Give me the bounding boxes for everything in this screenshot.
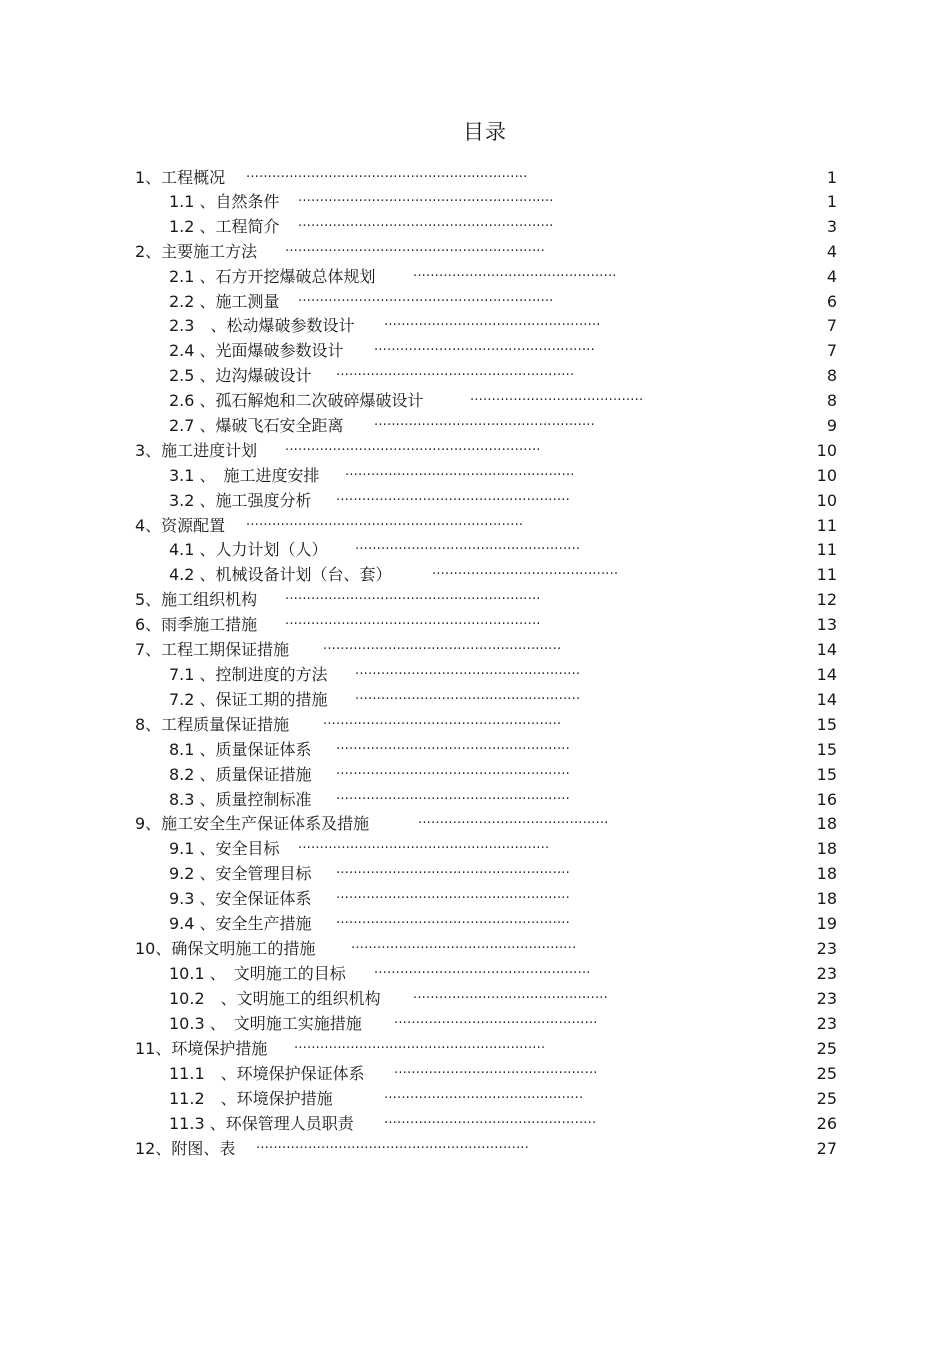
toc-entry-page-number: 12 [816, 590, 837, 609]
toc-entry-page-number: 11 [816, 540, 837, 559]
dot-leader: ........................................................... [285, 613, 541, 628]
dot-leader: ............................................ [418, 812, 609, 827]
dot-leader: ................................................... [374, 414, 595, 429]
toc-entry-page-number: 10 [816, 466, 837, 485]
dot-leader: ................................................. [384, 1112, 597, 1127]
toc-entry-label: 2.7 、爆破飞石安全距离 [169, 416, 344, 435]
toc-entry-label: 6、雨季施工措施 [135, 615, 258, 634]
toc-entry-label: 1、工程概况 [135, 168, 226, 187]
toc-entry-page-number: 18 [816, 889, 837, 908]
dot-leader: ............................................................ [285, 240, 545, 255]
dot-leader: ...................................................... [336, 763, 570, 778]
toc-entry-page-number: 23 [816, 939, 837, 958]
dot-leader: ........................................................... [285, 588, 541, 603]
toc-entry-page-number: 23 [816, 964, 837, 983]
toc-entry-label: 3、施工进度计划 [135, 441, 258, 460]
toc-entry-page-number: 14 [816, 665, 837, 684]
toc-entry-page-number: 19 [816, 914, 837, 933]
toc-entry-label: 3.1 、 施工进度安排 [169, 466, 320, 485]
dot-leader: ....................................................... [323, 638, 562, 653]
toc-entry-label: 9.4 、安全生产措施 [169, 914, 312, 933]
dot-leader: ...................................................... [336, 788, 570, 803]
toc-entry-label: 4.2 、机械设备计划（台、套） [169, 565, 392, 584]
dot-leader: ........................................................... [298, 290, 554, 305]
dot-leader: ...................................................... [336, 489, 570, 504]
toc-entry-page-number: 7 [826, 341, 837, 360]
dot-leader: ..................................................... [345, 464, 575, 479]
dot-leader: ................................................... [374, 339, 595, 354]
toc-entry-page-number: 1 [826, 192, 837, 211]
toc-entry-label: 10.1 、 文明施工的目标 [169, 964, 346, 983]
dot-leader: ...................................................... [336, 738, 570, 753]
toc-entry-label: 7、工程工期保证措施 [135, 640, 290, 659]
dot-leader: ............................................. [413, 987, 608, 1002]
toc-entry-page-number: 15 [816, 740, 837, 759]
toc-entry-label: 2.4 、光面爆破参数设计 [169, 341, 344, 360]
dot-leader: .................................................... [355, 663, 581, 678]
toc-entry-page-number: 18 [816, 839, 837, 858]
dot-leader: ....................................................... [336, 364, 575, 379]
toc-entry-label: 4.1 、人力计划（人） [169, 540, 328, 559]
toc-entry-label: 5、施工组织机构 [135, 590, 258, 609]
dot-leader: .......................................................... [298, 837, 550, 852]
toc-entry-page-number: 10 [816, 491, 837, 510]
dot-leader: .............................................. [384, 1087, 584, 1102]
toc-entry-page-number: 9 [826, 416, 837, 435]
toc-entry-label: 7.2 、保证工期的措施 [169, 690, 328, 709]
toc-entry-page-number: 11 [816, 516, 837, 535]
dot-leader: ................................................................. [246, 166, 528, 181]
dot-leader: ...................................................... [336, 862, 570, 877]
toc-entry-page-number: 7 [826, 316, 837, 335]
toc-entry-label: 11.1 、环境保护保证体系 [169, 1064, 365, 1083]
toc-entry-page-number: 18 [816, 864, 837, 883]
dot-leader: ............................................... [413, 265, 617, 280]
toc-entry-page-number: 25 [816, 1089, 837, 1108]
toc-entry-label: 2.3 、松动爆破参数设计 [169, 316, 355, 335]
dot-leader: ........................................... [432, 563, 619, 578]
toc-entry-label: 7.1 、控制进度的方法 [169, 665, 328, 684]
toc-entry-page-number: 13 [816, 615, 837, 634]
toc-entry-page-number: 25 [816, 1039, 837, 1058]
dot-leader: ........................................................... [285, 439, 541, 454]
toc-entry-page-number: 14 [816, 690, 837, 709]
toc-entry-page-number: 3 [826, 217, 837, 236]
toc-entry-label: 9.3 、安全保证体系 [169, 889, 312, 908]
toc-entry-label: 9.2 、安全管理目标 [169, 864, 312, 883]
toc-entry-label: 1.2 、工程简介 [169, 217, 280, 236]
dot-leader: ....................................................... [323, 713, 562, 728]
toc-entry-label: 9.1 、安全目标 [169, 839, 280, 858]
toc-entry-label: 3.2 、施工强度分析 [169, 491, 312, 510]
dot-leader: .................................................. [384, 314, 601, 329]
toc-entry-page-number: 14 [816, 640, 837, 659]
toc-entry-page-number: 11 [816, 565, 837, 584]
dot-leader: .................................................... [355, 538, 581, 553]
toc-entry-label: 8.1 、质量保证体系 [169, 740, 312, 759]
toc-entry-label: 8.3 、质量控制标准 [169, 790, 312, 809]
dot-leader: .......................................................... [294, 1037, 546, 1052]
toc-entry-label: 1.1 、自然条件 [169, 192, 280, 211]
toc-entry-label: 8、工程质量保证措施 [135, 715, 290, 734]
toc-entry-label: 10.3 、 文明施工实施措施 [169, 1014, 362, 1033]
toc-entry-label: 11.3 、环保管理人员职责 [169, 1114, 354, 1133]
toc-entry-page-number: 4 [826, 267, 837, 286]
toc-entry-page-number: 8 [826, 391, 837, 410]
toc-entry-page-number: 6 [826, 292, 837, 311]
dot-leader: .................................................... [351, 937, 577, 952]
dot-leader: ............................................... [394, 1012, 598, 1027]
toc-entry-page-number: 15 [816, 765, 837, 784]
toc-entry-label: 12、附图、表 [135, 1139, 236, 1158]
toc-entry-page-number: 23 [816, 989, 837, 1008]
toc-entry-page-number: 23 [816, 1014, 837, 1033]
page-title: 目录 [463, 120, 507, 144]
toc-entry-label: 2.1 、石方开挖爆破总体规划 [169, 267, 376, 286]
toc-entry-label: 10.2 、文明施工的组织机构 [169, 989, 381, 1008]
dot-leader: ............................................................... [256, 1137, 529, 1152]
dot-leader: .................................................... [355, 688, 581, 703]
toc-entry-label: 10、确保文明施工的措施 [135, 939, 316, 958]
toc-entry-page-number: 26 [816, 1114, 837, 1133]
toc-entry-page-number: 4 [826, 242, 837, 261]
toc-entry-label: 2.6 、孤石解炮和二次破碎爆破设计 [169, 391, 424, 410]
dot-leader: ........................................................... [298, 190, 554, 205]
toc-entry-page-number: 15 [816, 715, 837, 734]
toc-entry[interactable] [0, 1137, 950, 1161]
dot-leader: ................................................................ [246, 514, 524, 529]
toc-entry-page-number: 1 [826, 168, 837, 187]
dot-leader: ........................................................... [298, 215, 554, 230]
toc-entry-label: 9、施工安全生产保证体系及措施 [135, 814, 370, 833]
toc-entry-label: 2.2 、施工测量 [169, 292, 280, 311]
toc-entry-page-number: 25 [816, 1064, 837, 1083]
toc-entry-page-number: 27 [816, 1139, 837, 1158]
toc-entry-label: 11.2 、环境保护措施 [169, 1089, 333, 1108]
dot-leader: ............................................... [394, 1062, 598, 1077]
dot-leader: ........................................ [470, 389, 644, 404]
dot-leader: ...................................................... [336, 912, 570, 927]
dot-leader: ...................................................... [336, 887, 570, 902]
dot-leader: .................................................. [374, 962, 591, 977]
toc-entry-label: 8.2 、质量保证措施 [169, 765, 312, 784]
toc-entry-page-number: 10 [816, 441, 837, 460]
toc-entry-page-number: 8 [826, 366, 837, 385]
toc-entry-label: 2.5 、边沟爆破设计 [169, 366, 312, 385]
toc-entry-label: 2、主要施工方法 [135, 242, 258, 261]
toc-entry-page-number: 16 [816, 790, 837, 809]
toc-entry-label: 4、资源配置 [135, 516, 226, 535]
toc-entry-page-number: 18 [816, 814, 837, 833]
toc-entry-label: 11、环境保护措施 [135, 1039, 268, 1058]
